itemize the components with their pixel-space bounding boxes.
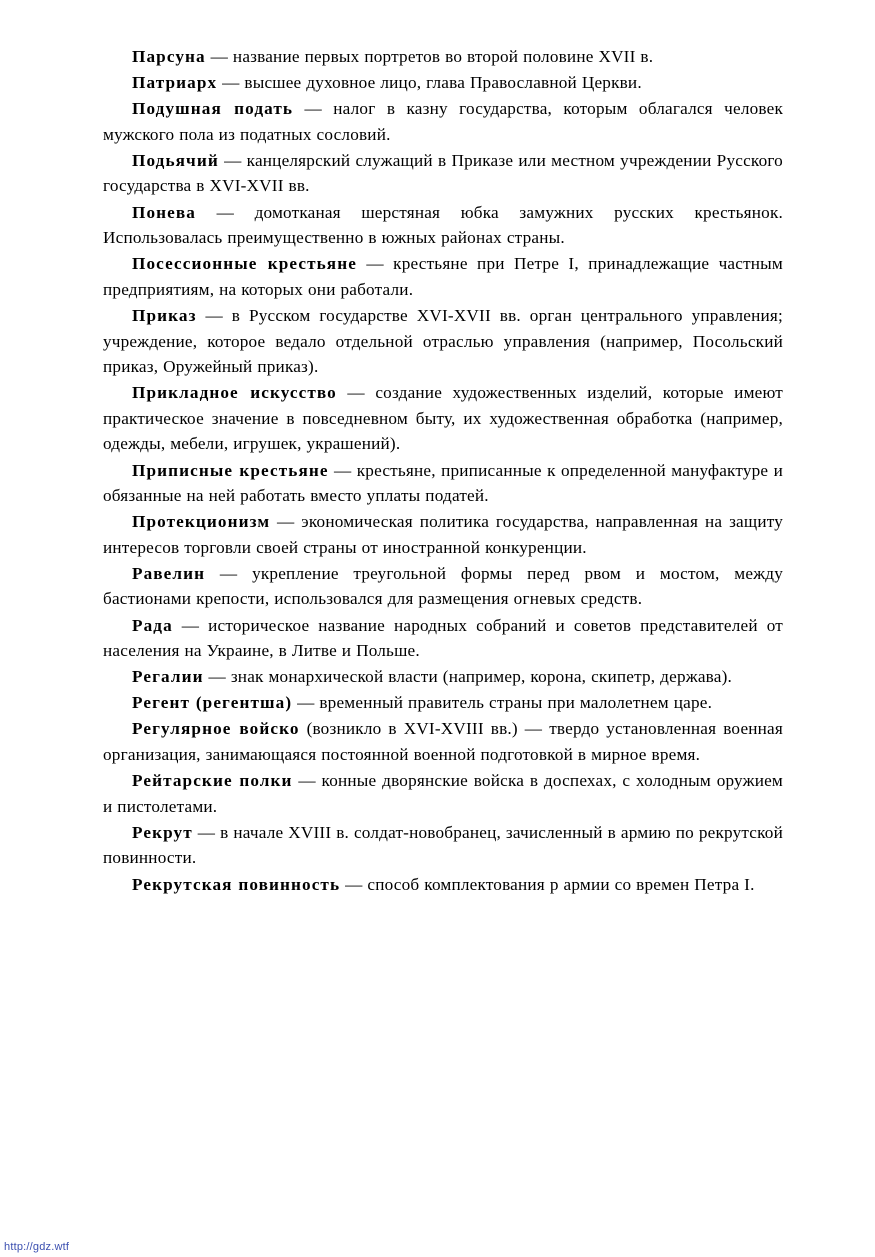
glossary-term: Регалии bbox=[132, 667, 204, 687]
glossary-dash: — bbox=[347, 383, 365, 403]
glossary-definition: канцелярский служащий в Приказе или местном учреждении Русского государства в XVI-XVII вв. bbox=[103, 150, 783, 196]
glossary-definition: крестьяне при Петре I, принадлежащие частным предприятиям, на которых они работали. bbox=[103, 254, 783, 299]
glossary-entry bbox=[103, 200, 783, 251]
page-footer bbox=[4, 1241, 69, 1253]
glossary-definition: способ комплектования р армии со времен Петра I. bbox=[367, 874, 755, 894]
glossary-term: Равелин bbox=[132, 563, 206, 583]
glossary-term: Посессионные крестьяне bbox=[132, 254, 357, 274]
glossary-definition: укрепление треугольной формы перед рвом и мостом, между бастионами крепости, использовался для размещения огневых средств. bbox=[103, 563, 784, 609]
glossary-dash: — bbox=[181, 615, 200, 635]
glossary-entry bbox=[103, 664, 783, 690]
glossary-entry bbox=[103, 716, 783, 767]
glossary-entry bbox=[103, 96, 783, 147]
glossary-term: Прикладное искусство bbox=[132, 383, 337, 403]
glossary-entry bbox=[103, 303, 783, 380]
glossary-dash: — bbox=[208, 667, 226, 687]
glossary-entry bbox=[103, 70, 783, 96]
glossary-definition: экономическая политика государства, направленная на защиту интересов торговли своей страны от иностранной конкуренции. bbox=[103, 512, 783, 557]
glossary-entry bbox=[103, 380, 783, 457]
glossary-dash: — bbox=[366, 254, 384, 274]
glossary-term: Регулярное войско bbox=[132, 719, 300, 739]
glossary-entry bbox=[103, 509, 783, 560]
glossary-dash: — bbox=[224, 150, 242, 170]
glossary-entry bbox=[103, 44, 783, 70]
glossary-term: Подьячий bbox=[132, 150, 219, 170]
glossary-definition: в Русском государстве XVI-XVII вв. орган центрального управления; учреждение, которое ведало отдельной отраслью управления (например, Посольский приказ, Оружейный приказ). bbox=[103, 305, 783, 377]
glossary-definition: в начале XVIII в. солдат-новобранец, зачисленный в армию по рекрутской повинности. bbox=[103, 822, 783, 868]
glossary-term: Рада bbox=[132, 615, 173, 635]
glossary-term: Рейтарские полки bbox=[132, 771, 293, 791]
glossary-term: Патриарх bbox=[132, 73, 218, 93]
watermark-url[interactable]: http://gdz.wtf bbox=[4, 1241, 70, 1253]
glossary-definition: историческое название народных собраний и советов представителей от населения на Украине, в Литве и Польше. bbox=[103, 615, 783, 661]
glossary-dash: — bbox=[298, 771, 316, 791]
glossary-dash: — bbox=[297, 693, 315, 713]
glossary-dash: — bbox=[219, 563, 238, 583]
glossary-entry bbox=[103, 768, 783, 819]
glossary-definition: название первых портретов во второй половине XVII в. bbox=[232, 47, 654, 66]
glossary-dash: — bbox=[197, 822, 216, 842]
glossary-definition: знак монархической власти (например, корона, скипетр, держава). bbox=[230, 667, 732, 687]
glossary-term: Рекрутская повинность bbox=[132, 874, 341, 894]
glossary-term: Понева bbox=[132, 202, 196, 222]
glossary-term: Приписные крестьяне bbox=[132, 460, 329, 480]
glossary-definition: крестьяне, приписанные к определенной мануфактуре и обязанные на ней работать вместо уплаты податей. bbox=[103, 460, 784, 506]
glossary-entry bbox=[103, 613, 783, 664]
glossary-entry bbox=[103, 251, 783, 302]
glossary-term: Подушная подать bbox=[132, 99, 294, 119]
glossary-dash: — bbox=[210, 47, 229, 66]
glossary-term: Регент (регентша) bbox=[132, 693, 293, 713]
glossary-definition: временный правитель страны при малолетнем царе. bbox=[319, 693, 713, 713]
glossary-term: Рекрут bbox=[132, 822, 193, 842]
glossary-dash: — bbox=[222, 73, 240, 93]
glossary-dash: — bbox=[216, 202, 234, 222]
glossary-dash: — bbox=[345, 874, 363, 894]
glossary-term: Протекционизм bbox=[132, 512, 271, 532]
glossary-entry bbox=[103, 690, 783, 716]
glossary-entry bbox=[103, 458, 783, 509]
glossary-entries bbox=[103, 44, 783, 898]
glossary-definition: высшее духовное лицо, глава Православной Церкви. bbox=[244, 73, 642, 93]
glossary-dash: — bbox=[205, 305, 223, 325]
glossary-dash: — bbox=[333, 460, 352, 480]
glossary-entry bbox=[103, 872, 783, 898]
glossary-dash: — bbox=[304, 99, 322, 119]
glossary-definition: конные дворянские войска в доспехах, с холодным оружием и пистолетами. bbox=[103, 771, 783, 816]
glossary-term: Парсуна bbox=[132, 47, 206, 66]
glossary-entry bbox=[103, 148, 783, 199]
glossary-definition: создание художественных изделий, которые имеют практическое значение в повседневном быту, их художественная обработка (например, одежды, мебели, игрушек, украшений). bbox=[103, 383, 783, 454]
glossary-term: Приказ bbox=[132, 305, 197, 325]
glossary-entry bbox=[103, 561, 783, 612]
glossary-definition: (возникло в XVI-XVIII вв.) — твердо установленная военная организация, занимающаяся постоянной военной подготовкой в мирное время. bbox=[103, 719, 783, 765]
glossary-entry bbox=[103, 820, 783, 871]
glossary-definition: домотканая шерстяная юбка замужних русских крестьянок. Использовалась преимущественно в южных районах страны. bbox=[103, 202, 784, 248]
glossary-dash: — bbox=[277, 512, 295, 532]
glossary-definition: налог в казну государства, которым облагался человек мужского пола из податных сословий. bbox=[103, 99, 783, 144]
